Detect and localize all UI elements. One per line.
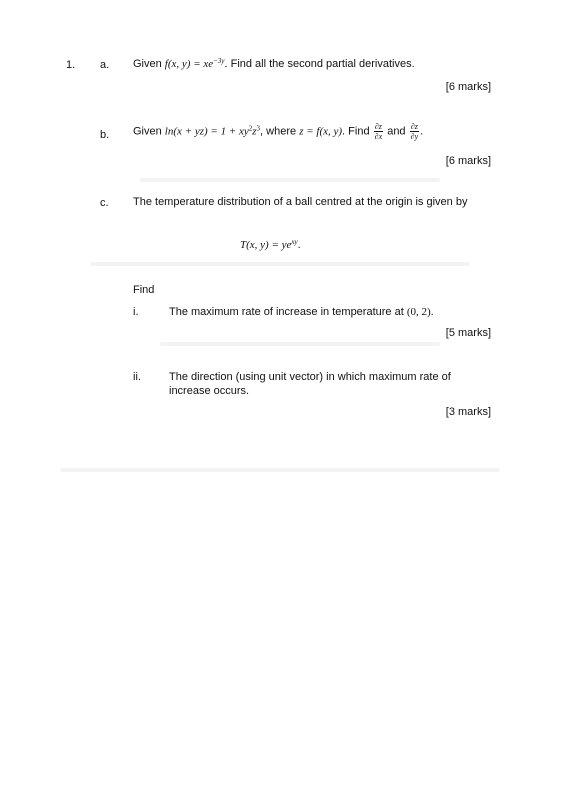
part-b-z-definition: z = f(x, y) <box>299 125 343 138</box>
part-b-text <box>133 122 423 141</box>
part-b-label: b. <box>100 129 110 141</box>
part-b-find: . Find <box>342 125 373 138</box>
part-b-exponent-1: 2 <box>248 124 253 133</box>
part-a-label: a. <box>100 59 110 71</box>
part-a-marks: [6 marks] <box>445 81 491 93</box>
part-ci-point: (0, 2) <box>406 306 431 318</box>
part-b-where: , where <box>260 125 300 138</box>
part-b-equation-z: z <box>252 125 257 138</box>
partial-z-y-fraction <box>410 122 420 141</box>
bleed-through-mark <box>160 342 440 346</box>
part-cii-line-2: increase occurs. <box>169 385 250 397</box>
temperature-equation <box>240 239 301 251</box>
question-number: 1. <box>66 59 76 71</box>
fraction-numerator: ∂z <box>374 122 382 131</box>
part-a-function: f(x, y) = xe <box>164 58 214 70</box>
equation-lhs: T(x, y) = ye <box>240 239 292 251</box>
part-a-text <box>133 58 415 70</box>
fraction-numerator: ∂z <box>410 122 418 131</box>
find-label: Find <box>133 284 155 296</box>
part-a-instruction: . Find all the second partial derivatives. <box>224 58 415 70</box>
part-cii-line-1: The direction (using unit vector) in which maximum rate of <box>169 371 451 383</box>
part-b-end: . <box>420 125 424 138</box>
bleed-through-mark <box>90 262 470 266</box>
part-c-label: c. <box>100 197 109 209</box>
part-c-intro: The temperature distribution of a ball centred at the origin is given by <box>133 196 468 208</box>
part-b-marks: [6 marks] <box>445 155 491 167</box>
part-a-given: Given <box>133 58 165 70</box>
part-ci-label: i. <box>133 306 139 318</box>
part-b-and: and <box>384 125 409 138</box>
equation-exponent: xy <box>291 238 298 246</box>
part-ci-text <box>169 306 434 318</box>
part-cii-label: ii. <box>133 371 141 383</box>
fraction-denominator: ∂x <box>374 132 383 141</box>
fraction-denominator: ∂y <box>410 132 419 141</box>
bleed-through-mark <box>140 178 440 182</box>
part-b-exponent-2: 3 <box>256 124 261 133</box>
part-b-equation: ln(x + yz) = 1 + xy <box>164 125 249 138</box>
equation-end: . <box>297 239 301 251</box>
part-ci-marks: [5 marks] <box>445 327 491 339</box>
part-a-exponent: −3y <box>213 57 225 65</box>
part-ci-statement: The maximum rate of increase in temperature at <box>169 306 407 318</box>
part-cii-marks: [3 marks] <box>445 406 491 418</box>
partial-z-x-fraction <box>374 122 384 141</box>
part-ci-end: . <box>430 306 434 318</box>
part-b-given: Given <box>133 125 165 138</box>
bleed-through-mark <box>60 468 500 472</box>
